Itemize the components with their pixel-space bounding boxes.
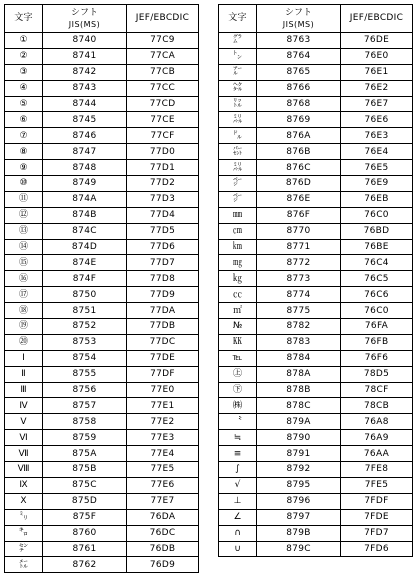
- ebcdic-cell: 76A9: [341, 430, 413, 446]
- table-row: [219, 541, 413, 557]
- sjis-cell: 8750: [43, 287, 127, 303]
- ebcdic-cell: 77D0: [127, 144, 199, 160]
- sjis-cell: 8772: [257, 255, 341, 271]
- char-cell: Ⅲ: [5, 382, 43, 398]
- table-row: [219, 382, 413, 398]
- table-row: [219, 334, 413, 350]
- table-row: [5, 446, 199, 462]
- char-cell: ㎞: [219, 239, 257, 255]
- ebcdic-cell: 76EB: [341, 191, 413, 207]
- table-row: [5, 382, 199, 398]
- ebcdic-cell: 76E1: [341, 64, 413, 80]
- table-row: [5, 493, 199, 509]
- sjis-cell: 8746: [43, 128, 127, 144]
- sjis-cell: 8783: [257, 334, 341, 350]
- char-cell: ⑭: [5, 239, 43, 255]
- sjis-cell: 8751: [43, 303, 127, 319]
- ebcdic-cell: 76E4: [341, 144, 413, 160]
- sjis-cell: 874E: [43, 255, 127, 271]
- char-cell: ㌻: [219, 191, 257, 207]
- sjis-cell: 8784: [257, 350, 341, 366]
- sjis-cell: 8752: [43, 319, 127, 335]
- ebcdic-cell: 77DF: [127, 366, 199, 382]
- table-row: [5, 112, 199, 128]
- table-row: [219, 96, 413, 112]
- sjis-cell: 878A: [257, 366, 341, 382]
- char-header: 文字: [219, 5, 257, 33]
- sjis-cell: 8766: [257, 80, 341, 96]
- table-row: [5, 255, 199, 271]
- ebcdic-header: JEF/EBCDIC: [341, 5, 413, 33]
- char-cell: ㍊: [219, 112, 257, 128]
- char-cell: ④: [5, 80, 43, 96]
- ebcdic-cell: 77CB: [127, 64, 199, 80]
- char-cell: ∠: [219, 509, 257, 525]
- table-row: [219, 48, 413, 64]
- sjis-cell: 875C: [43, 477, 127, 493]
- table-row: [5, 319, 199, 335]
- sjis-cell: 876D: [257, 176, 341, 192]
- table-row: [5, 144, 199, 160]
- ebcdic-cell: 76DA: [127, 509, 199, 525]
- char-cell: Ⅵ: [5, 430, 43, 446]
- table-row: [5, 398, 199, 414]
- ebcdic-cell: 77DA: [127, 303, 199, 319]
- ebcdic-cell: 77C9: [127, 33, 199, 49]
- table-row: [5, 509, 199, 525]
- char-cell: ⑳: [5, 334, 43, 350]
- ebcdic-cell: 76DC: [127, 525, 199, 541]
- ebcdic-cell: 7FD6: [341, 541, 413, 557]
- char-cell: ㎡: [219, 303, 257, 319]
- ebcdic-cell: 78D5: [341, 366, 413, 382]
- ebcdic-cell: 77D8: [127, 271, 199, 287]
- table-row: [219, 207, 413, 223]
- ebcdic-cell: 76E5: [341, 160, 413, 176]
- ebcdic-cell: 76E0: [341, 48, 413, 64]
- char-cell: ㌔: [5, 525, 43, 541]
- table-row: [5, 366, 199, 382]
- table-row: [5, 160, 199, 176]
- ebcdic-cell: 77DE: [127, 350, 199, 366]
- sjis-cell: 875F: [43, 509, 127, 525]
- table-row: [5, 303, 199, 319]
- table-row: [5, 191, 199, 207]
- char-cell: ㏄: [219, 287, 257, 303]
- table-row: [219, 80, 413, 96]
- table-row: [219, 287, 413, 303]
- ebcdic-cell: 77D3: [127, 191, 199, 207]
- table-row: [219, 509, 413, 525]
- sjis-cell: 878B: [257, 382, 341, 398]
- char-cell: ℡: [219, 350, 257, 366]
- table-row: [5, 477, 199, 493]
- char-cell: ⑰: [5, 287, 43, 303]
- char-cell: ㌢: [5, 541, 43, 557]
- ebcdic-cell: 76BE: [341, 239, 413, 255]
- char-cell: ≒: [219, 430, 257, 446]
- table-row: [219, 366, 413, 382]
- sjis-cell: 8764: [257, 48, 341, 64]
- sjis-cell: 875D: [43, 493, 127, 509]
- sjis-cell: 8775: [257, 303, 341, 319]
- ebcdic-cell: 77E5: [127, 462, 199, 478]
- sjis-cell: 8754: [43, 350, 127, 366]
- ebcdic-cell: 76E2: [341, 80, 413, 96]
- table-row: [5, 557, 199, 573]
- sjis-cell: 876B: [257, 144, 341, 160]
- char-cell: ㎎: [219, 255, 257, 271]
- char-cell: ㌶: [219, 80, 257, 96]
- ebcdic-cell: 77D1: [127, 160, 199, 176]
- ebcdic-cell: 76E7: [341, 96, 413, 112]
- sjis-cell: 8741: [43, 48, 127, 64]
- sjis-cell: 8744: [43, 96, 127, 112]
- sjis-header-main: シフト: [284, 7, 312, 18]
- char-cell: Ⅹ: [5, 493, 43, 509]
- table-row: [219, 319, 413, 335]
- sjis-cell: 8760: [43, 525, 127, 541]
- table-row: [5, 462, 199, 478]
- char-cell: ㎝: [219, 223, 257, 239]
- ebcdic-cell: 76FB: [341, 334, 413, 350]
- char-cell: ㌫: [219, 144, 257, 160]
- ebcdic-cell: 76E3: [341, 128, 413, 144]
- ebcdic-cell: 77D5: [127, 223, 199, 239]
- sjis-cell: 8742: [43, 64, 127, 80]
- char-cell: ∪: [219, 541, 257, 557]
- char-cell: ⑪: [5, 191, 43, 207]
- sjis-cell: 874A: [43, 191, 127, 207]
- char-cell: ⑨: [5, 160, 43, 176]
- sjis-cell: 879B: [257, 525, 341, 541]
- sjis-cell: 8759: [43, 430, 127, 446]
- sjis-cell: 8763: [257, 33, 341, 49]
- char-cell: ⑦: [5, 128, 43, 144]
- ebcdic-cell: 78CF: [341, 382, 413, 398]
- ebcdic-cell: 77E1: [127, 398, 199, 414]
- sjis-cell: 8769: [257, 112, 341, 128]
- sjis-header: [257, 5, 341, 33]
- ebcdic-cell: 7FE5: [341, 477, 413, 493]
- sjis-cell: 8791: [257, 446, 341, 462]
- ebcdic-cell: 77CF: [127, 128, 199, 144]
- char-cell: ≡: [219, 446, 257, 462]
- ebcdic-cell: 77D6: [127, 239, 199, 255]
- sjis-cell: 8748: [43, 160, 127, 176]
- table-row: [219, 462, 413, 478]
- sjis-cell: 8774: [257, 287, 341, 303]
- ebcdic-cell: 76AA: [341, 446, 413, 462]
- table-row: [5, 334, 199, 350]
- table-row: [219, 160, 413, 176]
- ebcdic-cell: 76FA: [341, 319, 413, 335]
- ebcdic-cell: 76E9: [341, 176, 413, 192]
- ebcdic-cell: 77E4: [127, 446, 199, 462]
- ebcdic-cell: 76C0: [341, 207, 413, 223]
- ebcdic-cell: 76BD: [341, 223, 413, 239]
- ebcdic-cell: 77E7: [127, 493, 199, 509]
- ebcdic-cell: 76A8: [341, 414, 413, 430]
- table-row: [5, 430, 199, 446]
- char-cell: ∫: [219, 462, 257, 478]
- sjis-cell: 875B: [43, 462, 127, 478]
- table-row: [219, 525, 413, 541]
- char-cell: ㍑: [219, 96, 257, 112]
- char-cell: ②: [5, 48, 43, 64]
- char-cell: Ⅱ: [5, 366, 43, 382]
- ebcdic-cell: 77E6: [127, 477, 199, 493]
- sjis-cell: 8753: [43, 334, 127, 350]
- char-cell: ㊤: [219, 366, 257, 382]
- table-row: [5, 271, 199, 287]
- char-cell: 〝: [219, 414, 257, 430]
- char-cell: ㍉: [5, 509, 43, 525]
- sjis-cell: 8765: [257, 64, 341, 80]
- ebcdic-cell: 76C4: [341, 255, 413, 271]
- sjis-header-sub: JIS(MS): [68, 19, 101, 29]
- table-row: [5, 64, 199, 80]
- ebcdic-cell: 7FDE: [341, 509, 413, 525]
- table-row: [5, 80, 199, 96]
- sjis-cell: 876C: [257, 160, 341, 176]
- ebcdic-cell: 76F6: [341, 350, 413, 366]
- char-cell: √: [219, 477, 257, 493]
- char-cell: ⑲: [5, 319, 43, 335]
- char-cell: №: [219, 319, 257, 335]
- table-row: [5, 414, 199, 430]
- char-cell: ㎏: [219, 271, 257, 287]
- table-row: [5, 33, 199, 49]
- ebcdic-cell: 77DC: [127, 334, 199, 350]
- table-row: [5, 176, 199, 192]
- ebcdic-cell: 77D2: [127, 176, 199, 192]
- char-cell: ⊥: [219, 493, 257, 509]
- char-cell: Ⅰ: [5, 350, 43, 366]
- sjis-cell: 879C: [257, 541, 341, 557]
- char-cell: Ⅷ: [5, 462, 43, 478]
- char-cell: ③: [5, 64, 43, 80]
- table-row: [5, 48, 199, 64]
- sjis-cell: 8770: [257, 223, 341, 239]
- ebcdic-cell: 76DB: [127, 541, 199, 557]
- table-row: [219, 271, 413, 287]
- sjis-cell: 8757: [43, 398, 127, 414]
- table-row: [5, 96, 199, 112]
- char-cell: ㈱: [219, 398, 257, 414]
- table-row: [219, 430, 413, 446]
- ebcdic-cell: 77CE: [127, 112, 199, 128]
- ebcdic-cell: 78CB: [341, 398, 413, 414]
- sjis-cell: 8773: [257, 271, 341, 287]
- char-cell: Ⅸ: [5, 477, 43, 493]
- ebcdic-cell: 7FDF: [341, 493, 413, 509]
- header-row: [219, 5, 413, 33]
- table-row: [219, 191, 413, 207]
- char-cell: ㌃: [219, 64, 257, 80]
- char-cell: ①: [5, 33, 43, 49]
- table-row: [219, 398, 413, 414]
- right-code-table: [218, 4, 413, 557]
- sjis-cell: 8747: [43, 144, 127, 160]
- ebcdic-cell: 77E2: [127, 414, 199, 430]
- sjis-cell: 8758: [43, 414, 127, 430]
- ebcdic-cell: 77E0: [127, 382, 199, 398]
- sjis-cell: 8745: [43, 112, 127, 128]
- char-cell: ㊦: [219, 382, 257, 398]
- char-cell: ⑩: [5, 176, 43, 192]
- ebcdic-cell: 77CD: [127, 96, 199, 112]
- char-cell: ⑯: [5, 271, 43, 287]
- table-row: [219, 128, 413, 144]
- sjis-cell: 8782: [257, 319, 341, 335]
- char-cell: Ⅳ: [5, 398, 43, 414]
- table-row: [219, 223, 413, 239]
- table-row: [5, 541, 199, 557]
- sjis-cell: 8743: [43, 80, 127, 96]
- sjis-cell: 874B: [43, 207, 127, 223]
- table-row: [219, 144, 413, 160]
- table-row: [219, 239, 413, 255]
- sjis-header-sub: JIS(MS): [282, 19, 315, 29]
- char-cell: ㌻: [219, 176, 257, 192]
- table-row: [5, 223, 199, 239]
- sjis-cell: 8740: [43, 33, 127, 49]
- char-cell: ㍍: [5, 557, 43, 573]
- ebcdic-cell: 77D4: [127, 207, 199, 223]
- sjis-cell: 8768: [257, 96, 341, 112]
- char-cell: Ⅴ: [5, 414, 43, 430]
- char-cell: ⑥: [5, 112, 43, 128]
- right-table-body: [219, 33, 413, 557]
- table-row: [5, 350, 199, 366]
- ebcdic-cell: 76D9: [127, 557, 199, 573]
- table-row: [219, 303, 413, 319]
- char-cell: ∩: [219, 525, 257, 541]
- sjis-cell: 874F: [43, 271, 127, 287]
- table-row: [219, 477, 413, 493]
- sjis-cell: 875A: [43, 446, 127, 462]
- char-cell: ㍊: [219, 160, 257, 176]
- char-cell: ⑤: [5, 96, 43, 112]
- sjis-cell: 8771: [257, 239, 341, 255]
- table-row: [219, 414, 413, 430]
- ebcdic-cell: 77DB: [127, 319, 199, 335]
- ebcdic-cell: 76C0: [341, 303, 413, 319]
- char-cell: Ⅶ: [5, 446, 43, 462]
- char-cell: ㌧: [219, 48, 257, 64]
- ebcdic-cell: 77D9: [127, 287, 199, 303]
- sjis-cell: 874D: [43, 239, 127, 255]
- sjis-cell: 874C: [43, 223, 127, 239]
- ebcdic-cell: 7FD7: [341, 525, 413, 541]
- table-row: [5, 239, 199, 255]
- char-header: 文字: [5, 5, 43, 33]
- char-cell: ⑫: [5, 207, 43, 223]
- char-cell: ⑬: [5, 223, 43, 239]
- table-row: [5, 207, 199, 223]
- sjis-cell: 8749: [43, 176, 127, 192]
- sjis-cell: 876A: [257, 128, 341, 144]
- sjis-cell: 8792: [257, 462, 341, 478]
- char-cell: ⑮: [5, 255, 43, 271]
- table-row: [219, 33, 413, 49]
- ebcdic-header: JEF/EBCDIC: [127, 5, 199, 33]
- char-cell: ⑧: [5, 144, 43, 160]
- left-code-table: [4, 4, 199, 573]
- ebcdic-cell: 76C6: [341, 287, 413, 303]
- table-row: [5, 525, 199, 541]
- sjis-cell: 876F: [257, 207, 341, 223]
- table-row: [5, 128, 199, 144]
- ebcdic-cell: 77CC: [127, 80, 199, 96]
- sjis-cell: 876E: [257, 191, 341, 207]
- table-row: [219, 64, 413, 80]
- char-cell: ㌦: [219, 128, 257, 144]
- sjis-cell: 8761: [43, 541, 127, 557]
- sjis-cell: 8797: [257, 509, 341, 525]
- table-row: [219, 493, 413, 509]
- sjis-cell: 878C: [257, 398, 341, 414]
- char-cell: ㌘: [219, 33, 257, 49]
- char-cell: ㏍: [219, 334, 257, 350]
- ebcdic-cell: 76E6: [341, 112, 413, 128]
- sjis-cell: 8755: [43, 366, 127, 382]
- char-cell: ⑱: [5, 303, 43, 319]
- ebcdic-cell: 77E3: [127, 430, 199, 446]
- char-cell: ㎜: [219, 207, 257, 223]
- table-row: [219, 350, 413, 366]
- sjis-cell: 8756: [43, 382, 127, 398]
- sjis-cell: 879A: [257, 414, 341, 430]
- ebcdic-cell: 7FE8: [341, 462, 413, 478]
- ebcdic-cell: 77CA: [127, 48, 199, 64]
- table-row: [219, 255, 413, 271]
- ebcdic-cell: 77D7: [127, 255, 199, 271]
- table-row: [5, 287, 199, 303]
- sjis-cell: 8762: [43, 557, 127, 573]
- sjis-header-main: シフト: [70, 7, 98, 18]
- ebcdic-cell: 76C5: [341, 271, 413, 287]
- table-row: [219, 176, 413, 192]
- table-row: [219, 112, 413, 128]
- table-row: [219, 446, 413, 462]
- ebcdic-cell: 76DE: [341, 33, 413, 49]
- sjis-cell: 8796: [257, 493, 341, 509]
- sjis-cell: 8795: [257, 477, 341, 493]
- sjis-cell: 8790: [257, 430, 341, 446]
- header-row: [5, 5, 199, 33]
- sjis-header: [43, 5, 127, 33]
